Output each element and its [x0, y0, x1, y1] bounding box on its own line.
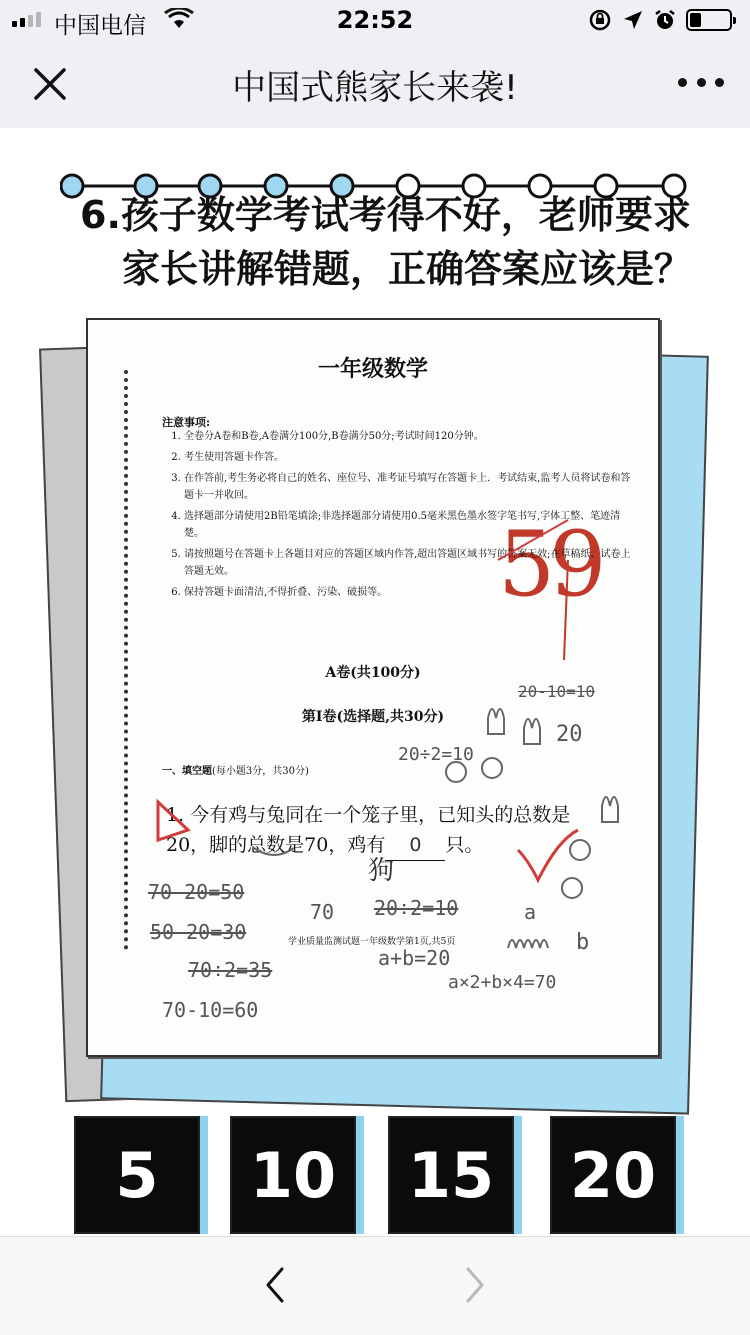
note-item: 4. 选择题部分请使用2B铅笔填涂;非选择题部分请使用0.5毫米黑色墨水签字笔书写,字体工整、笔迹清楚。 — [184, 508, 634, 542]
note-item: 6. 保持答题卡面清洁,不得折叠、污染、破损等。 — [184, 584, 634, 601]
answer-option-5[interactable]: 5 — [74, 1116, 200, 1234]
carrier-label: 中国电信 — [54, 13, 146, 39]
exam-title: 一年级数学 — [317, 356, 428, 382]
q1-text-b: 只。 — [445, 834, 484, 856]
scribble: 20÷2=10 — [398, 744, 474, 765]
scribble: 20÷2=10 — [374, 896, 459, 920]
status-right-icons — [588, 8, 732, 32]
status-time: 22:52 — [336, 6, 414, 34]
rotation-lock-icon — [588, 8, 612, 32]
section-a-heading: A卷(共100分) — [325, 665, 421, 681]
scribble: 70 — [310, 900, 335, 924]
question-text — [80, 188, 700, 296]
note-item: 5. 请按照题号在答题卡上各题目对应的答题区域内作答,超出答题区域书写的答案无效;在草稿纸、试卷上答题无效。 — [184, 546, 634, 580]
answer-options — [0, 1116, 750, 1236]
part1-heading: 第Ⅰ卷(选择题,共30分) — [301, 709, 445, 725]
answer-option-10[interactable]: 10 — [230, 1116, 356, 1234]
scribble: 20-10=10 — [518, 682, 596, 701]
close-icon[interactable] — [30, 64, 70, 104]
status-bar — [0, 0, 750, 40]
scribble: 70÷2=35 — [188, 958, 273, 982]
scribble: a+b=20 — [378, 946, 451, 970]
scribble: a×2+b×4=70 — [448, 972, 557, 993]
q1-text-a: 今有鸡与兔同在一个笼子里，已知头的总数是20，脚的总数是70，鸡有 — [166, 804, 571, 856]
note-item: 2. 考生使用答题卡作答。 — [184, 449, 634, 466]
battery-icon — [686, 9, 732, 31]
answer-option-20[interactable]: 20 — [550, 1116, 676, 1234]
note-item: 3. 在作答前,考生务必将自己的姓名、座位号、准考证号填写在答题卡上．考试结束,监考人员将试卷和答题卡一并收回。 — [184, 470, 634, 504]
exam-paper — [86, 318, 660, 1057]
question-line-2: 家长讲解错题，正确答案应该是？ — [122, 247, 693, 291]
exam-footer: 学业质量监测试题一年级数学第1页,共5页 — [288, 937, 456, 947]
section1-bold: 一、填空题 — [162, 766, 212, 777]
location-icon — [622, 9, 644, 31]
red-marks-icon — [88, 320, 658, 1055]
bottom-toolbar — [0, 1236, 750, 1335]
scribble: a — [524, 900, 537, 924]
question-line-1: 6.孩子数学考试考得不好，老师要求 — [80, 193, 691, 237]
chevron-right-icon[interactable] — [454, 1265, 494, 1305]
page-title: 中国式熊家长来袭! — [232, 68, 518, 108]
scribble: 70-10=60 — [162, 998, 259, 1022]
chevron-left-icon[interactable] — [256, 1265, 296, 1305]
alarm-icon — [654, 9, 676, 31]
section1-rest: (每小题3分，共30分) — [212, 766, 309, 777]
score-mark: 59 — [498, 512, 601, 617]
more-icon[interactable] — [678, 74, 724, 90]
scribble: 20 — [556, 722, 583, 747]
notes-heading: 注意事项: — [162, 416, 211, 429]
q1-number: 1. — [166, 804, 185, 826]
note-item: 1. 全卷分A卷和B卷,A卷满分100分,B卷满分50分;考试时间120分钟。 — [184, 428, 634, 445]
scribble: b — [576, 930, 590, 955]
answer-option-15[interactable]: 15 — [388, 1116, 514, 1234]
q1-answer: 0 — [385, 830, 445, 861]
scribble: 50-20=30 — [150, 920, 247, 944]
nav-bar — [0, 40, 750, 129]
scribble: 狗 — [368, 856, 395, 886]
quiz-content — [0, 128, 750, 1236]
scribble: 70-20=50 — [148, 880, 245, 904]
